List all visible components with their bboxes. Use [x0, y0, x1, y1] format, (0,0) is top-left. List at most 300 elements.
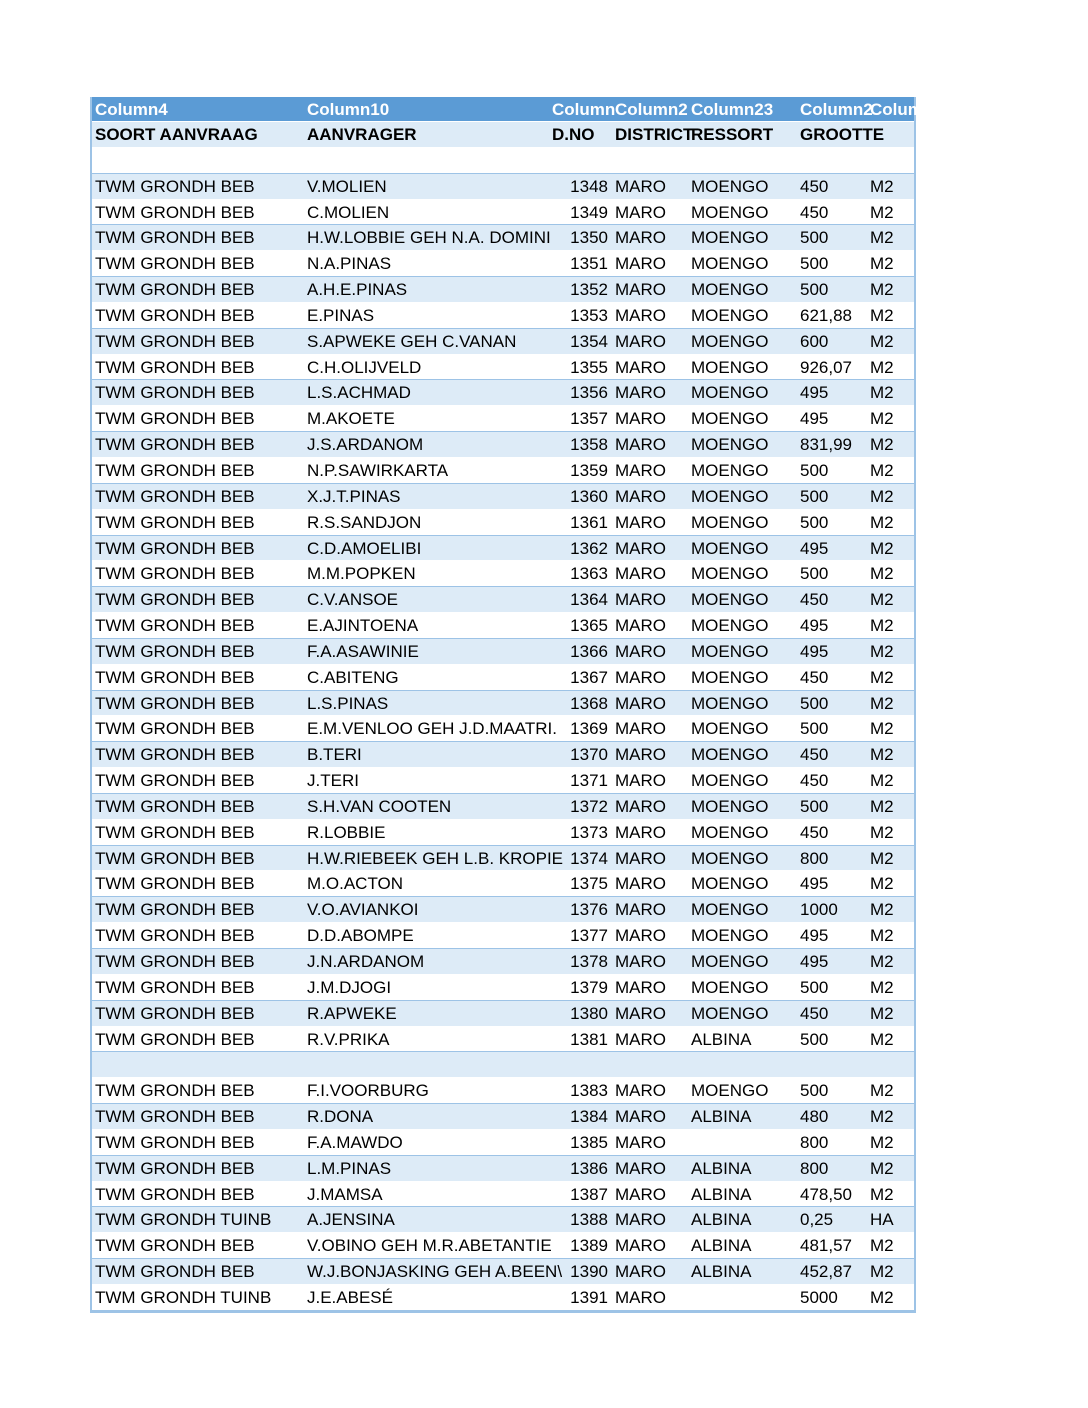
cell-aanvrager[interactable]: R.S.SANDJON: [307, 512, 422, 532]
cell-grootte[interactable]: 500: [800, 977, 829, 997]
cell-district[interactable]: MARO: [615, 1210, 666, 1230]
cell-soort[interactable]: TWM GRONDH BEB: [95, 900, 255, 920]
cell-unit[interactable]: M2: [870, 176, 894, 196]
cell-grootte[interactable]: 452,87: [800, 1262, 852, 1282]
cell-district[interactable]: MARO: [615, 1003, 666, 1023]
cell-grootte[interactable]: 831,99: [800, 435, 852, 455]
cell-aanvrager[interactable]: F.I.VOORBURG: [307, 1081, 429, 1101]
cell-unit[interactable]: M2: [870, 1107, 894, 1127]
cell-soort[interactable]: TWM GRONDH BEB: [95, 771, 255, 791]
cell-aanvrager[interactable]: J.S.ARDANOM: [307, 435, 424, 455]
cell-district[interactable]: MARO: [615, 486, 666, 506]
cell-district[interactable]: MARO: [615, 848, 666, 868]
column-header-dno[interactable]: Column: [552, 100, 616, 119]
cell-aanvrager[interactable]: R.V.PRIKA: [307, 1029, 390, 1049]
cell-aanvrager[interactable]: X.J.T.PINAS: [307, 486, 401, 506]
cell-soort[interactable]: TWM GRONDH BEB: [95, 305, 255, 325]
cell-grootte[interactable]: 495: [800, 383, 829, 403]
cell-unit[interactable]: M2: [870, 822, 894, 842]
cell-ressort[interactable]: MOENGO: [691, 977, 769, 997]
cell-soort[interactable]: TWM GRONDH BEB: [95, 1107, 255, 1127]
cell-dno[interactable]: 1383: [570, 1081, 608, 1101]
cell-unit[interactable]: M2: [870, 977, 894, 997]
cell-aanvrager[interactable]: A.JENSINA: [307, 1210, 395, 1230]
cell-grootte[interactable]: 500: [800, 693, 829, 713]
cell-district[interactable]: MARO: [615, 1107, 666, 1127]
cell-unit[interactable]: M2: [870, 745, 894, 765]
cell-grootte[interactable]: 450: [800, 1003, 829, 1023]
cell-ressort[interactable]: MOENGO: [691, 305, 769, 325]
cell-aanvrager[interactable]: M.M.POPKEN: [307, 564, 416, 584]
cell-soort[interactable]: TWM GRONDH BEB: [95, 926, 255, 946]
cell-soort[interactable]: TWM GRONDH BEB: [95, 512, 255, 532]
cell-ressort[interactable]: ALBINA: [691, 1262, 752, 1282]
cell-dno[interactable]: 1356: [570, 383, 608, 403]
cell-grootte[interactable]: 800: [800, 848, 829, 868]
cell-district[interactable]: MARO: [615, 667, 666, 687]
cell-district[interactable]: MARO: [615, 693, 666, 713]
cell-soort[interactable]: TWM GRONDH BEB: [95, 1003, 255, 1023]
cell-aanvrager[interactable]: L.S.PINAS: [307, 693, 389, 713]
cell-aanvrager[interactable]: C.V.ANSOE: [307, 590, 399, 610]
cell-unit[interactable]: M2: [870, 357, 894, 377]
cell-dno[interactable]: 1387: [570, 1184, 608, 1204]
cell-soort[interactable]: TWM GRONDH BEB: [95, 460, 255, 480]
cell-ressort[interactable]: MOENGO: [691, 900, 769, 920]
cell-unit[interactable]: M2: [870, 874, 894, 894]
cell-district[interactable]: MARO: [615, 719, 666, 739]
cell-grootte[interactable]: 450: [800, 202, 829, 222]
cell-ressort[interactable]: MOENGO: [691, 1081, 769, 1101]
cell-unit[interactable]: M2: [870, 1262, 894, 1282]
cell-district[interactable]: MARO: [615, 331, 666, 351]
cell-soort[interactable]: TWM GRONDH BEB: [95, 280, 255, 300]
cell-district[interactable]: MARO: [615, 176, 666, 196]
cell-unit[interactable]: HA: [870, 1210, 894, 1230]
cell-unit[interactable]: M2: [870, 305, 894, 325]
cell-ressort[interactable]: MOENGO: [691, 357, 769, 377]
cell-district[interactable]: MARO: [615, 1081, 666, 1101]
cell-aanvrager[interactable]: M.AKOETE: [307, 409, 395, 429]
cell-dno[interactable]: 1373: [570, 822, 608, 842]
cell-district[interactable]: MARO: [615, 590, 666, 610]
cell-grootte[interactable]: 500: [800, 486, 829, 506]
cell-soort[interactable]: TWM GRONDH BEB: [95, 977, 255, 997]
cell-soort[interactable]: TWM GRONDH BEB: [95, 848, 255, 868]
cell-ressort[interactable]: MOENGO: [691, 538, 769, 558]
cell-district[interactable]: MARO: [615, 822, 666, 842]
cell-aanvrager[interactable]: M.O.ACTON: [307, 874, 404, 894]
cell-unit[interactable]: M2: [870, 1132, 894, 1152]
cell-district[interactable]: MARO: [615, 641, 666, 661]
cell-dno[interactable]: 1385: [570, 1132, 608, 1152]
cell-dno[interactable]: 1362: [570, 538, 608, 558]
cell-district[interactable]: MARO: [615, 977, 666, 997]
cell-unit[interactable]: M2: [870, 1081, 894, 1101]
cell-ressort[interactable]: MOENGO: [691, 331, 769, 351]
cell-ressort[interactable]: ALBINA: [691, 1158, 752, 1178]
cell-dno[interactable]: 1357: [570, 409, 608, 429]
cell-ressort[interactable]: MOENGO: [691, 564, 769, 584]
cell-aanvrager[interactable]: V.OBINO GEH M.R.ABETANTIE: [307, 1236, 552, 1256]
cell-unit[interactable]: M2: [870, 512, 894, 532]
cell-grootte[interactable]: 500: [800, 1029, 829, 1049]
cell-dno[interactable]: 1351: [570, 254, 608, 274]
cell-soort[interactable]: TWM GRONDH BEB: [95, 1158, 255, 1178]
cell-grootte[interactable]: 800: [800, 1158, 829, 1178]
cell-district[interactable]: MARO: [615, 952, 666, 971]
cell-aanvrager[interactable]: C.ABITENG: [307, 667, 399, 687]
cell-ressort[interactable]: ALBINA: [691, 1184, 752, 1204]
cell-unit[interactable]: M2: [870, 383, 894, 403]
cell-ressort[interactable]: MOENGO: [691, 254, 769, 274]
cell-aanvrager[interactable]: J.MAMSA: [307, 1184, 383, 1204]
cell-ressort[interactable]: MOENGO: [691, 848, 769, 868]
cell-unit[interactable]: M2: [870, 331, 894, 351]
cell-ressort[interactable]: MOENGO: [691, 822, 769, 842]
cell-district[interactable]: MARO: [615, 926, 666, 946]
cell-ressort[interactable]: MOENGO: [691, 512, 769, 532]
cell-grootte[interactable]: 926,07: [800, 357, 852, 377]
cell-soort[interactable]: TWM GRONDH BEB: [95, 538, 255, 558]
cell-ressort[interactable]: MOENGO: [691, 383, 769, 403]
cell-dno[interactable]: 1374: [570, 848, 608, 868]
cell-district[interactable]: MARO: [615, 1132, 666, 1152]
cell-soort[interactable]: TWM GRONDH BEB: [95, 667, 255, 687]
cell-dno[interactable]: 1380: [570, 1003, 608, 1023]
cell-grootte[interactable]: 495: [800, 926, 829, 946]
cell-grootte[interactable]: 0,25: [800, 1210, 834, 1230]
cell-aanvrager[interactable]: B.TERI: [307, 745, 362, 765]
cell-dno[interactable]: 1363: [570, 564, 608, 584]
cell-dno[interactable]: 1367: [570, 667, 608, 687]
cell-grootte[interactable]: 450: [800, 176, 829, 196]
cell-dno[interactable]: 1368: [570, 693, 608, 713]
cell-grootte[interactable]: 481,57: [800, 1236, 852, 1256]
cell-unit[interactable]: M2: [870, 280, 894, 300]
cell-aanvrager[interactable]: R.DONA: [307, 1107, 374, 1127]
cell-unit[interactable]: M2: [870, 848, 894, 868]
cell-unit[interactable]: M2: [870, 1003, 894, 1023]
cell-soort[interactable]: TWM GRONDH BEB: [95, 1132, 255, 1152]
cell-soort[interactable]: TWM GRONDH BEB: [95, 357, 255, 377]
cell-district[interactable]: MARO: [615, 409, 666, 429]
cell-aanvrager[interactable]: C.H.OLIJVELD: [307, 357, 422, 377]
cell-aanvrager[interactable]: F.A.ASAWINIE: [307, 641, 419, 661]
cell-dno[interactable]: 1369: [570, 719, 608, 739]
cell-district[interactable]: MARO: [615, 1184, 666, 1204]
cell-ressort[interactable]: MOENGO: [691, 616, 769, 636]
cell-aanvrager[interactable]: F.A.MAWDO: [307, 1132, 403, 1152]
cell-dno[interactable]: 1375: [570, 874, 608, 894]
cell-district[interactable]: MARO: [615, 796, 666, 816]
cell-soort[interactable]: TWM GRONDH BEB: [95, 952, 255, 971]
cell-grootte[interactable]: 500: [800, 228, 829, 248]
cell-district[interactable]: MARO: [615, 383, 666, 403]
cell-soort[interactable]: TWM GRONDH BEB: [95, 202, 255, 222]
cell-aanvrager[interactable]: R.LOBBIE: [307, 822, 386, 842]
cell-district[interactable]: MARO: [615, 1236, 666, 1256]
cell-district[interactable]: MARO: [615, 1158, 666, 1178]
cell-grootte[interactable]: 450: [800, 771, 829, 791]
cell-ressort[interactable]: ALBINA: [691, 1236, 752, 1256]
cell-soort[interactable]: TWM GRONDH BEB: [95, 383, 255, 403]
cell-ressort[interactable]: MOENGO: [691, 952, 769, 971]
cell-ressort[interactable]: ALBINA: [691, 1107, 752, 1127]
cell-grootte[interactable]: 495: [800, 874, 829, 894]
cell-dno[interactable]: 1370: [570, 745, 608, 765]
cell-soort[interactable]: TWM GRONDH BEB: [95, 486, 255, 506]
cell-grootte[interactable]: 500: [800, 719, 829, 739]
cell-dno[interactable]: 1366: [570, 641, 608, 661]
cell-unit[interactable]: M2: [870, 1236, 894, 1256]
cell-grootte[interactable]: 500: [800, 1081, 829, 1101]
column-header-column2[interactable]: Column2: [615, 100, 688, 119]
cell-ressort[interactable]: MOENGO: [691, 796, 769, 816]
cell-soort[interactable]: TWM GRONDH BEB: [95, 331, 255, 351]
cell-aanvrager[interactable]: N.P.SAWIRKARTA: [307, 460, 449, 480]
column-header-grootte[interactable]: Column2: [800, 100, 873, 119]
cell-ressort[interactable]: MOENGO: [691, 176, 769, 196]
cell-unit[interactable]: M2: [870, 486, 894, 506]
cell-aanvrager[interactable]: H.W.RIEBEEK GEH L.B. KROPIE: [307, 848, 564, 868]
cell-dno[interactable]: 1361: [570, 512, 608, 532]
cell-soort[interactable]: TWM GRONDH BEB: [95, 1029, 255, 1049]
cell-soort[interactable]: TWM GRONDH BEB: [95, 822, 255, 842]
cell-grootte[interactable]: 5000: [800, 1287, 838, 1307]
cell-dno[interactable]: 1381: [570, 1029, 608, 1049]
cell-soort[interactable]: TWM GRONDH BEB: [95, 254, 255, 274]
cell-dno[interactable]: 1348: [570, 176, 608, 196]
cell-dno[interactable]: 1360: [570, 486, 608, 506]
cell-dno[interactable]: 1364: [570, 590, 608, 610]
cell-unit[interactable]: M2: [870, 1158, 894, 1178]
cell-unit[interactable]: M2: [870, 538, 894, 558]
cell-dno[interactable]: 1358: [570, 435, 608, 455]
cell-aanvrager[interactable]: J.E.ABESÉ: [307, 1287, 393, 1307]
cell-soort[interactable]: TWM GRONDH BEB: [95, 590, 255, 610]
cell-grootte[interactable]: 495: [800, 616, 829, 636]
cell-ressort[interactable]: MOENGO: [691, 745, 769, 765]
cell-district[interactable]: MARO: [615, 435, 666, 455]
cell-grootte[interactable]: 450: [800, 822, 829, 842]
cell-aanvrager[interactable]: C.MOLIEN: [307, 202, 390, 222]
cell-ressort[interactable]: [691, 1285, 797, 1310]
cell-grootte[interactable]: 495: [800, 952, 829, 971]
cell-aanvrager[interactable]: C.D.AMOELIBI: [307, 538, 422, 558]
cell-district[interactable]: MARO: [615, 357, 666, 377]
cell-aanvrager[interactable]: W.J.BONJASKING GEH A.BEEN\: [307, 1262, 563, 1282]
cell-unit[interactable]: M2: [870, 254, 894, 274]
cell-dno[interactable]: 1386: [570, 1158, 608, 1178]
cell-ressort[interactable]: MOENGO: [691, 771, 769, 791]
cell-grootte[interactable]: 450: [800, 745, 829, 765]
cell-district[interactable]: MARO: [615, 874, 666, 894]
cell-aanvrager[interactable]: S.APWEKE GEH C.VANAN: [307, 331, 517, 351]
cell-grootte[interactable]: 500: [800, 512, 829, 532]
cell-unit[interactable]: M2: [870, 667, 894, 687]
cell-ressort[interactable]: MOENGO: [691, 486, 769, 506]
cell-unit[interactable]: M2: [870, 693, 894, 713]
cell-aanvrager[interactable]: V.O.AVIANKOI: [307, 900, 419, 920]
cell-dno[interactable]: 1390: [570, 1262, 608, 1282]
cell-unit[interactable]: M2: [870, 771, 894, 791]
cell-unit[interactable]: M2: [870, 1287, 894, 1307]
cell-soort[interactable]: TWM GRONDH BEB: [95, 409, 255, 429]
cell-soort[interactable]: TWM GRONDH BEB: [95, 435, 255, 455]
cell-dno[interactable]: 1372: [570, 796, 608, 816]
cell-soort[interactable]: TWM GRONDH BEB: [95, 874, 255, 894]
cell-aanvrager[interactable]: J.N.ARDANOM: [307, 952, 425, 971]
cell-aanvrager[interactable]: A.H.E.PINAS: [307, 280, 408, 300]
cell-district[interactable]: MARO: [615, 1262, 666, 1282]
cell-aanvrager[interactable]: H.W.LOBBIE GEH N.A. DOMINI: [307, 228, 551, 248]
cell-unit[interactable]: M2: [870, 641, 894, 661]
cell-unit[interactable]: M2: [870, 1184, 894, 1204]
cell-aanvrager[interactable]: E.PINAS: [307, 305, 375, 325]
cell-soort[interactable]: TWM GRONDH BEB: [95, 796, 255, 816]
column-header-column10[interactable]: Column10: [307, 100, 390, 119]
cell-dno[interactable]: 1388: [570, 1210, 608, 1230]
cell-grootte[interactable]: 621,88: [800, 305, 852, 325]
cell-ressort[interactable]: ALBINA: [691, 1029, 752, 1049]
cell-unit[interactable]: M2: [870, 435, 894, 455]
cell-aanvrager[interactable]: R.APWEKE: [307, 1003, 397, 1023]
cell-dno[interactable]: 1350: [570, 228, 608, 248]
cell-unit[interactable]: M2: [870, 202, 894, 222]
cell-district[interactable]: MARO: [615, 900, 666, 920]
cell-ressort[interactable]: MOENGO: [691, 667, 769, 687]
cell-dno[interactable]: 1354: [570, 331, 608, 351]
cell-soort[interactable]: TWM GRONDH TUINB: [95, 1210, 272, 1230]
cell-dno[interactable]: 1379: [570, 977, 608, 997]
cell-ressort[interactable]: MOENGO: [691, 409, 769, 429]
cell-district[interactable]: MARO: [615, 745, 666, 765]
cell-soort[interactable]: TWM GRONDH TUINB: [95, 1287, 272, 1307]
cell-soort[interactable]: TWM GRONDH BEB: [95, 693, 255, 713]
cell-district[interactable]: MARO: [615, 228, 666, 248]
cell-dno[interactable]: 1384: [570, 1107, 608, 1127]
cell-grootte[interactable]: 500: [800, 796, 829, 816]
cell-soort[interactable]: TWM GRONDH BEB: [95, 616, 255, 636]
cell-ressort[interactable]: MOENGO: [691, 1003, 769, 1023]
cell-ressort[interactable]: MOENGO: [691, 202, 769, 222]
cell-ressort[interactable]: MOENGO: [691, 435, 769, 455]
cell-district[interactable]: MARO: [615, 512, 666, 532]
cell-aanvrager[interactable]: E.M.VENLOO GEH J.D.MAATRI.: [307, 719, 557, 739]
cell-dno[interactable]: 1353: [570, 305, 608, 325]
cell-ressort[interactable]: ALBINA: [691, 1210, 752, 1230]
cell-grootte[interactable]: 495: [800, 409, 829, 429]
cell-district[interactable]: MARO: [615, 538, 666, 558]
cell-soort[interactable]: TWM GRONDH BEB: [95, 641, 255, 661]
cell-aanvrager[interactable]: V.MOLIEN: [307, 176, 387, 196]
cell-grootte[interactable]: 600: [800, 331, 829, 351]
cell-aanvrager[interactable]: L.M.PINAS: [307, 1158, 392, 1178]
cell-aanvrager[interactable]: E.AJINTOENA: [307, 616, 419, 636]
column-header-unit[interactable]: Colum: [870, 100, 923, 119]
cell-district[interactable]: MARO: [615, 254, 666, 274]
cell-unit[interactable]: M2: [870, 926, 894, 946]
cell-district[interactable]: MARO: [615, 771, 666, 791]
cell-dno[interactable]: 1349: [570, 202, 608, 222]
cell-dno[interactable]: 1391: [570, 1287, 608, 1307]
cell-dno[interactable]: 1359: [570, 460, 608, 480]
column-header-column4[interactable]: Column4: [95, 100, 168, 119]
cell-soort[interactable]: TWM GRONDH BEB: [95, 745, 255, 765]
cell-grootte[interactable]: 480: [800, 1107, 829, 1127]
cell-aanvrager[interactable]: L.S.ACHMAD: [307, 383, 411, 403]
cell-grootte[interactable]: 495: [800, 641, 829, 661]
cell-unit[interactable]: M2: [870, 590, 894, 610]
cell-grootte[interactable]: 500: [800, 254, 829, 274]
cell-district[interactable]: MARO: [615, 1287, 666, 1307]
cell-dno[interactable]: 1376: [570, 900, 608, 920]
column-header-column23[interactable]: Column23: [691, 100, 774, 119]
cell-district[interactable]: MARO: [615, 1029, 666, 1049]
cell-soort[interactable]: TWM GRONDH BEB: [95, 176, 255, 196]
cell-district[interactable]: MARO: [615, 202, 666, 222]
cell-district[interactable]: MARO: [615, 564, 666, 584]
cell-unit[interactable]: M2: [870, 719, 894, 739]
cell-ressort[interactable]: MOENGO: [691, 874, 769, 894]
cell-unit[interactable]: M2: [870, 409, 894, 429]
cell-unit[interactable]: M2: [870, 460, 894, 480]
cell-unit[interactable]: M2: [870, 952, 894, 971]
cell-ressort[interactable]: MOENGO: [691, 719, 769, 739]
cell-ressort[interactable]: [691, 1130, 797, 1155]
cell-district[interactable]: MARO: [615, 616, 666, 636]
cell-grootte[interactable]: 500: [800, 280, 829, 300]
cell-grootte[interactable]: 478,50: [800, 1184, 852, 1204]
cell-dno[interactable]: 1355: [570, 357, 608, 377]
cell-soort[interactable]: TWM GRONDH BEB: [95, 1262, 255, 1282]
cell-dno[interactable]: 1352: [570, 280, 608, 300]
cell-aanvrager[interactable]: N.A.PINAS: [307, 254, 392, 274]
cell-soort[interactable]: TWM GRONDH BEB: [95, 719, 255, 739]
cell-district[interactable]: MARO: [615, 305, 666, 325]
cell-ressort[interactable]: MOENGO: [691, 228, 769, 248]
cell-grootte[interactable]: 500: [800, 460, 829, 480]
cell-dno[interactable]: 1389: [570, 1236, 608, 1256]
cell-dno[interactable]: 1377: [570, 926, 608, 946]
cell-aanvrager[interactable]: J.TERI: [307, 771, 359, 791]
cell-district[interactable]: MARO: [615, 280, 666, 300]
cell-ressort[interactable]: MOENGO: [691, 460, 769, 480]
cell-ressort[interactable]: MOENGO: [691, 641, 769, 661]
cell-grootte[interactable]: 800: [800, 1132, 829, 1152]
cell-soort[interactable]: TWM GRONDH BEB: [95, 564, 255, 584]
cell-ressort[interactable]: MOENGO: [691, 280, 769, 300]
cell-unit[interactable]: M2: [870, 1029, 894, 1049]
cell-unit[interactable]: M2: [870, 228, 894, 248]
cell-dno[interactable]: 1365: [570, 616, 608, 636]
cell-grootte[interactable]: 450: [800, 667, 829, 687]
cell-district[interactable]: MARO: [615, 460, 666, 480]
cell-grootte[interactable]: 450: [800, 590, 829, 610]
cell-grootte[interactable]: 495: [800, 538, 829, 558]
cell-ressort[interactable]: MOENGO: [691, 590, 769, 610]
cell-dno[interactable]: 1378: [570, 952, 608, 971]
cell-aanvrager[interactable]: S.H.VAN COOTEN: [307, 796, 452, 816]
cell-grootte[interactable]: 500: [800, 564, 829, 584]
cell-unit[interactable]: M2: [870, 564, 894, 584]
cell-soort[interactable]: TWM GRONDH BEB: [95, 1236, 255, 1256]
cell-unit[interactable]: M2: [870, 796, 894, 816]
cell-soort[interactable]: TWM GRONDH BEB: [95, 1184, 255, 1204]
cell-grootte[interactable]: 1000: [800, 900, 838, 920]
cell-soort[interactable]: TWM GRONDH BEB: [95, 228, 255, 248]
